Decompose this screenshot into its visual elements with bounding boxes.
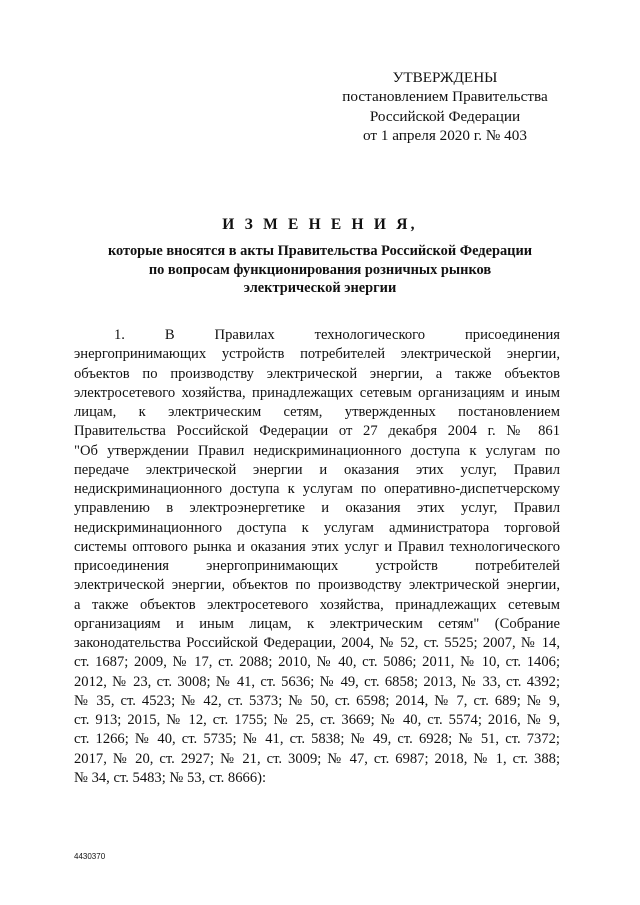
body-line: лицам, к электрическим сетям, утвержденных постановлением (74, 404, 560, 420)
body-line: ст. 1266; № 40, ст. 5735; № 41, ст. 5838; № 49, ст. 6928; № 51, ст. 7372; (74, 731, 560, 748)
body-line: системы оптового рынка и оказания этих услуг и Правил технологического (74, 538, 560, 555)
body-line: передаче электрической энергии и оказания этих услуг, Правил (74, 461, 560, 478)
body-line: электросетевого хозяйства, принадлежащих сетевым организациям и иным (74, 384, 560, 401)
approval-authority: постановлением Правительства (342, 88, 548, 106)
body-line: энергопринимающих устройств потребителей электрической энергии, (74, 346, 560, 363)
body-line: электрической энергии, объектов по производству электрической энергии, (74, 577, 560, 594)
document-subtitle (56, 242, 584, 298)
approval-country: Российской Федерации (369, 107, 521, 125)
body-line: ст. 913; 2015, № 12, ст. 1755; № 25, ст. 3669; № 40, ст. 5574; 2016, № 9, (74, 712, 560, 728)
subtitle-line: электрической энергии (243, 280, 397, 296)
body-line: ст. 1687; 2009, № 17, ст. 2088; 2010, № 40, ст. 5086; 2011, № 10, ст. 1406; (74, 654, 560, 671)
body-line: недискриминационного доступа к услугам администратора торговой (74, 519, 560, 536)
body-line: а также объектов электросетевого хозяйства, принадлежащих сетевым (74, 596, 560, 613)
approval-block (330, 68, 560, 145)
body-line: организациям и иным лицам, к электрическим сетям" (Собрание (74, 615, 560, 632)
body-line: № 35, ст. 4523; № 42, ст. 5373; № 50, ст. 6598; 2014, № 7, ст. 689; № 9, (74, 692, 560, 709)
subtitle-line: по вопросам функционирования розничных рынков (148, 261, 492, 278)
body-paragraph (74, 326, 560, 788)
body-line: Правительства Российской Федерации от 27 декабря 2004 г. № 861 (74, 423, 560, 440)
body-line: 2017, № 20, ст. 2927; № 21, ст. 3009; № 47, ст. 6987; 2018, № 1, ст. 388; (74, 750, 560, 767)
body-line: управлению в электроэнергетике и оказания этих услуг, Правил (74, 500, 560, 517)
body-line: "Об утверждении Правил недискриминационного доступа к услугам по (74, 442, 560, 459)
document-title: И З М Е Н Е Н И Я, (222, 216, 418, 233)
body-line: присоединения энергопринимающих устройств потребителей (74, 558, 560, 574)
subtitle-line: которые вносятся в акты Правительства Российской Федерации (107, 243, 533, 259)
body-line: недискриминационного доступа к услугам по оперативно-диспетчерскому (74, 481, 560, 497)
document-id: 4430370 (74, 852, 106, 861)
body-line: законодательства Российской Федерации, 2004, № 52, ст. 5525; 2007, № 14, (74, 635, 560, 651)
body-line: 2012, № 23, ст. 3008; № 41, ст. 5636; № 49, ст. 6858; 2013, № 33, ст. 4392; (74, 673, 560, 690)
body-line: № 34, ст. 5483; № 53, ст. 8666): (74, 769, 267, 786)
body-line: 1. В Правилах технологического присоединения (114, 327, 560, 343)
approval-status: УТВЕРЖДЕНЫ (392, 69, 498, 86)
approval-date-number: от 1 апреля 2020 г. № 403 (363, 126, 527, 144)
body-line: объектов по производству электрической энергии, а также объектов (74, 365, 560, 382)
